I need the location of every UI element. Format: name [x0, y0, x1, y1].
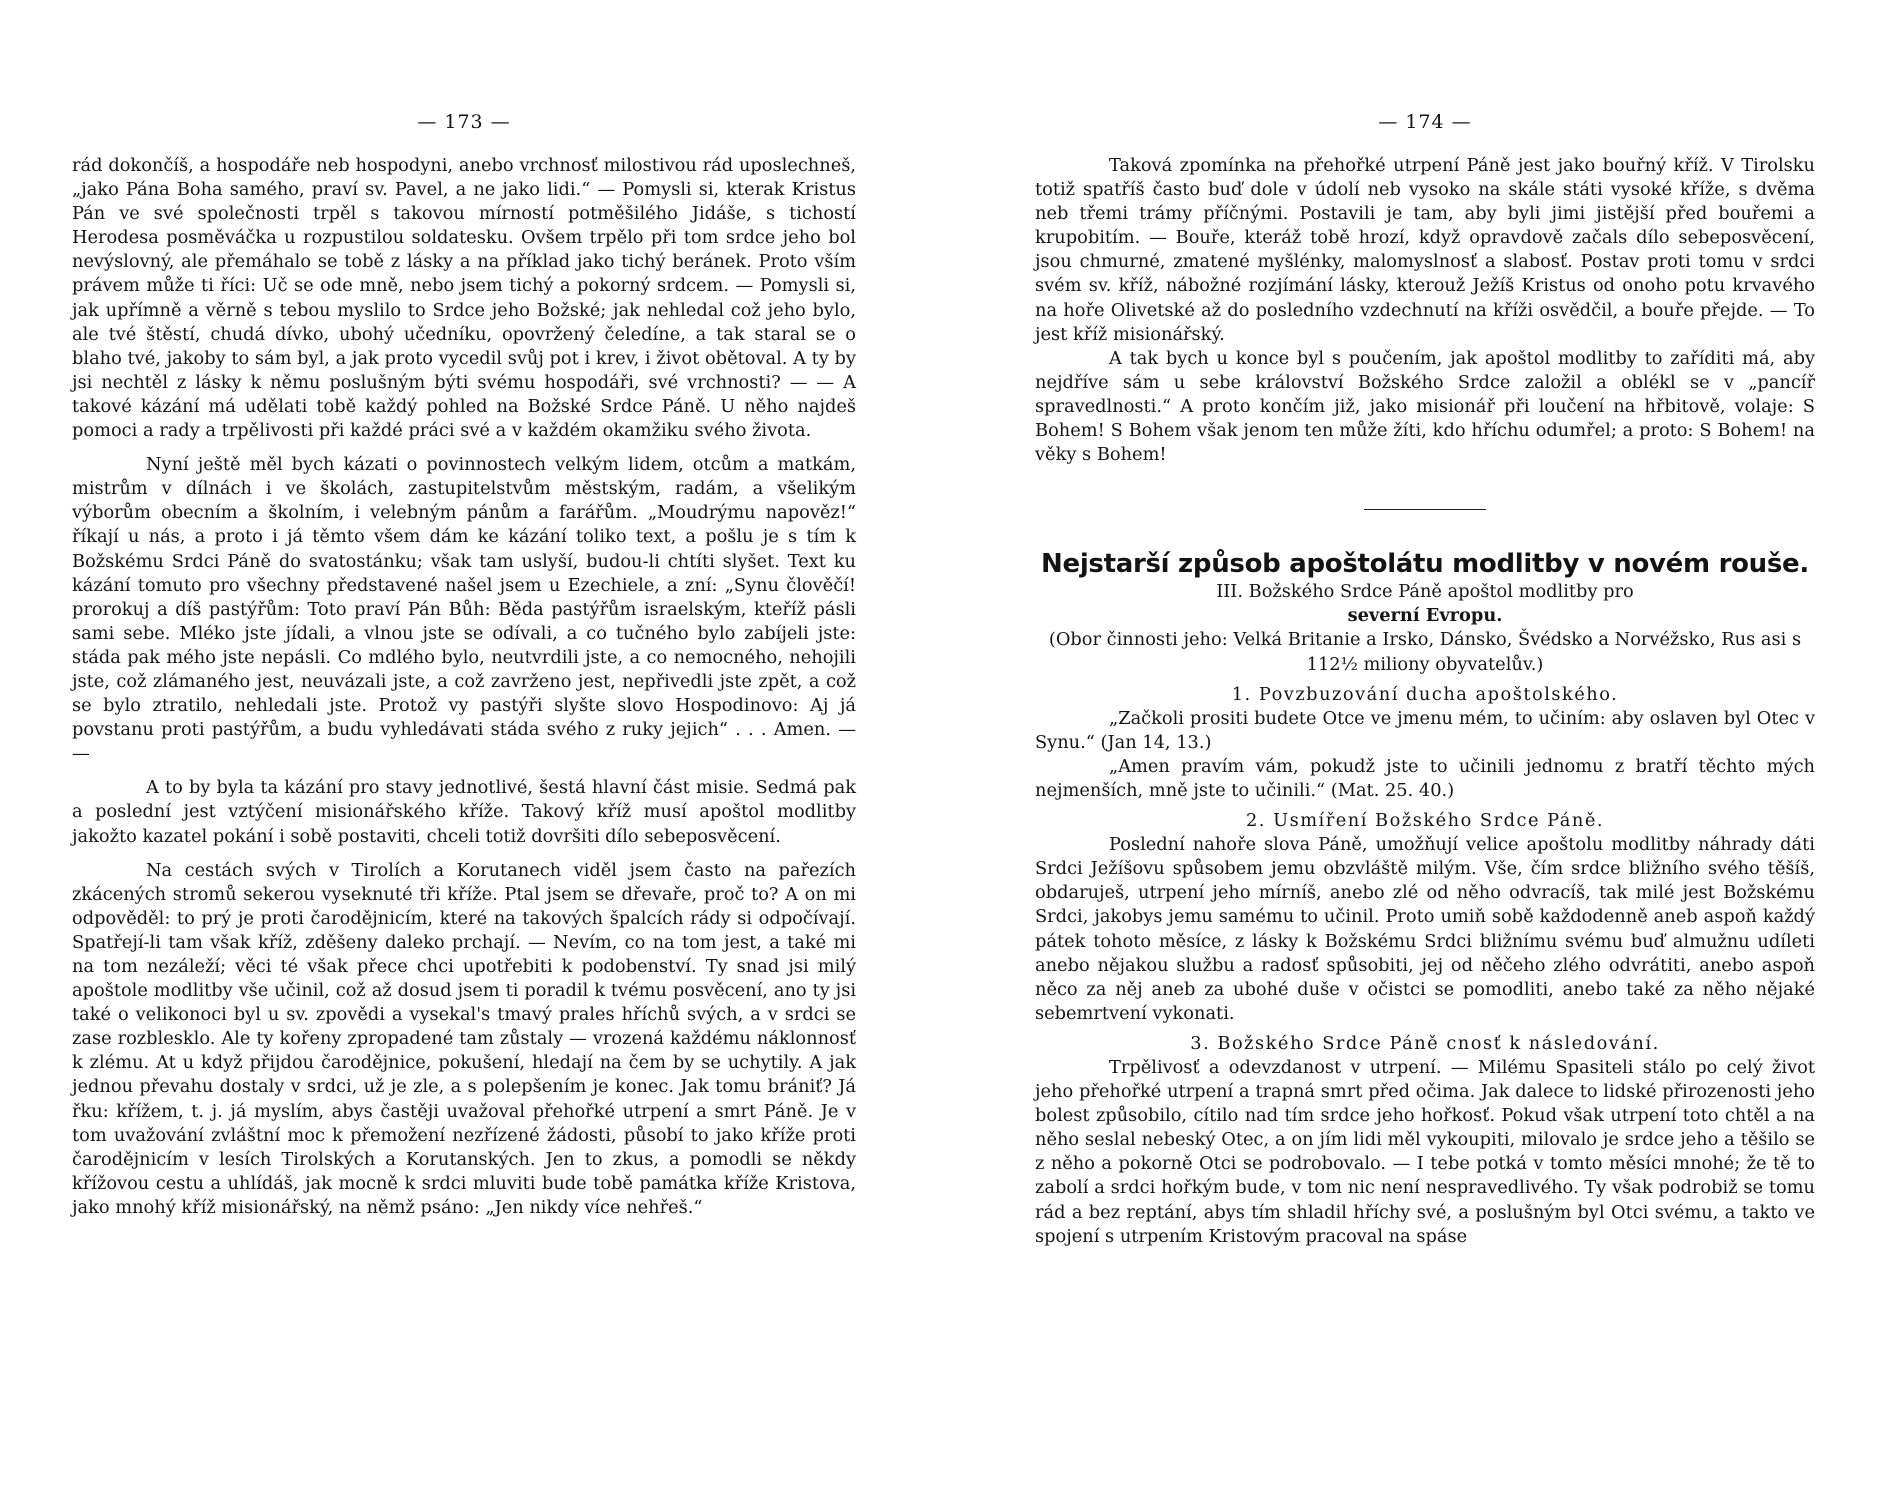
subheading: III. Božského Srdce Páně apoštol modlitby pro [1216, 581, 1634, 603]
section-title-1: 1. Povzbuzování ducha apoštolského. [1231, 683, 1619, 705]
right-page-body [1035, 154, 1815, 1249]
left-page-body [72, 154, 856, 1220]
page-number-174: — 174 — [1378, 111, 1472, 133]
paragraph: A to by byla ta kázání pro stavy jednotlivé, šestá hlavní část misie. Sedmá pak a poslední jest vztýčení misionářského kříže. Takový kříž musí apoštol modlitby jakožto kazatel pokání i sobě postaviti, chceli totiž dovršiti dílo sebeposvěcení. [72, 777, 856, 847]
section-divider [1364, 509, 1486, 510]
paragraph: Na cestách svých v Tirolích a Korutanech viděl jsem často na pařezích zkácených stromů sekerou vyseknuté tři kříže. Ptal jsem se dřevaře, proč to? A on mi odpověděl: to prý je proti čarodějnicím, které na takových špalcích rády si odpočívají. Spatřejí-li tam však kříž, zděšeny daleko prchají. — Nevím, co na tom jest, a také mi na tom nezáleží; věci té však přece chci upotřebiti k podobenství. Ty snad jsi milý apoštole modlitby vše učinil, což až dosud jsem ti poradil k tvému posvěcení, ano ty jsi také o velikonoci byl u sv. zpovědi a vysekal's tmavý prales hříchů svých, a v srdci se zase rozblesklo. Ale ty kořeny zpropadené tam zůstaly — vrozená každému náklonnosť k zlému. At u když přijdou čarodějnice, pokušení, hledají na čem by se uchytily. A jak jednou převahu dostaly v srdci, už je zle, a s polepšením je konec. Jak tomu brániť? Já řku: křížem, t. j. já myslím, abys častěji uvažoval přehořké utrpení a smrt Páně. Je v tom uvažování zvláštní moc k přemožení nezřízené žádosti, působí to jako kříže proti čarodějnicím v lesích Tirolských a Korutanských. Jen to zkus, a pomodli se někdy křížovou cestu a uhlídáš, jak mocně k srdci mluviti bude tobě památka kříže Kristova, jako mnohý kříž misionářský, na němž psáno: „Jen nikdy více nehřeš.“ [72, 859, 856, 1218]
section-title-2: 2. Usmíření Božského Srdce Páně. [1245, 810, 1605, 832]
paragraph: Poslední nahoře slova Páně, umožňují velice apoštolu modlitby náhrady dáti Srdci Ježíšovu spůsobem jemu obzvláště milým. Vše, čím srdce bližního svého těšíš, obdaruješ, utrpení jeho mírníš, anebo zlé od něho odvracíš, tak milé jest Božskému Srdci, jakobys jemu samému to učinil. Proto umiň sobě každodenně aneb aspoň každý pátek tohoto měsíce, z lásky k Božskému Srdci bližnímu svému buď almužnu udíleti anebo nějakou službu a radosť spůsobiti, jej od něčeho zlého odvrátiti, anebo aspoň něco za něj aneb za ubohé duše v očistci se pomodliti, anebo také za něho nějaké sebemrtvení vykonati. [1035, 834, 1815, 1024]
paragraph: Nyní ještě měl bych kázati o povinnostech velkým lidem, otcům a matkám, mistrům v dílnách i ve školách, zastupitelstvům městským, radám, a všelikým výborům obecním a školním, i velebným pánům a farářům. „Moudrýmu napověz!“ říkají u nás, a proto i já těmto všem dám ke kázání toliko text, a pošlu je s tím k Božskému Srdci Páně do svatostánku; však tam uslyší, budou-li chtíti slyšet. Text ku kázání tomuto pro všechny představené našel jsem u Ezechiele, a zní: „Synu člověčí! prorokuj a díš pastýřům: Toto praví Pán Bůh: Běda pastýřům israelským, kteříž pásli sami sebe. Mléko jste jídali, a vlnou jste se odívali, a co tučného bylo zabíjeli jste: stáda pak mého jste nepásli. Co mdlého bylo, neutvrdili jste, a co nemocného, nehojili jste, což zlámaného jest, neuvázali jste, a což zavrženo jest, nepřivedli jste zpět, a což se bylo ztratilo, nehledali jste. Protož vy pastýři slyšte slovo Hospodinovo: Aj já povstanu proti pastýřům, a budu vyhledávati stáda svého z ruky jejich“ . . . Amen. — — [72, 454, 856, 765]
paragraph: rád dokončíš, a hospodáře neb hospodyni, anebo vrchnosť milostivou rád uposlechneš, „jako Pána Boha samého, praví sv. Pavel, a ne jako lidi.“ — Pomysli si, kterak Kristus Pán ve své společnosti trpěl s takovou mírností potměšilého Jidáše, s tichostí Herodesa posměváčka u rozpustilou soldatesku. Ovšem trpělo při tom srdce jeho bol nevýslovný, ale přemáhalo se tobě z lásky a na příklad jako tichý beránek. Proto vším právem může ti říci: Uč se ode mně, nebo jsem tichý a pokorný srdcem. — Pomysli si, jak upřímně a věrně s tebou myslilo to Srdce jeho Božské; jak nehledal což jeho bylo, ale tvé štěstí, chudá dívko, ubohý učedníku, opovržený čeledíne, a tak staral se o blaho tvé, jakoby to sám byl, a jak proto vycedil svůj pot i krev, i život obětoval. A ty by jsi nechtěl z lásky k němu poslušným býti svému hospodáři, své vrchnosti? — — A takové kázání má udělati tobě každý pohled na Božské Srdce Páně. U něho najdeš pomoci a rady a trpělivosti při každé práci své a v každém okamžiku svého života. [72, 155, 856, 442]
paragraph: A tak bych u konce byl s poučením, jak apoštol modlitby to zaříditi má, aby nejdříve sám u sebe království Božského Srdce založil a oblékl se v „pancíř spravedlnosti.“ A proto končím již, jako misionář při loučení na hřbitově, volaje: S Bohem! S Bohem však jenom ten může žíti, kdo hříchu odumřel; a proto: S Bohem! na věky s Bohem! [1035, 347, 1815, 466]
scripture-quote: „Amen pravím vám, pokudž jste to učinili jednomu z bratří těchto mých nejmenších, mně jste to učinili.“ (Mat. 25. 40.) [1035, 755, 1815, 801]
page-number-173: — 173 — [417, 111, 511, 133]
paragraph: Trpělivosť a odevzdanost v utrpení. — Milému Spasiteli stálo po celý život jeho přehořké utrpení a trapná smrt před očima. Jak dalece to lidské přirozenosti jeho bolest způsobilo, cítilo nad tím srdce jeho hořkosť. Pokud však utrpení toto chtěl a na něho seslal nebeský Otec, a on jím lidi měl vykoupiti, milovalo je srdce jeho a těšilo se z něho a pokorně Otci se podrobovalo. — I tebe potká v tomto měsíci mnohé; že tě to zabolí a srdci hořkým bude, v tom nic není nespravedlivého. Ty však podrobiž se tomu rád a bez reptání, abys tím shladil hříchy své, a poslušným byl Otci svému, a takto ve spojení s utrpením Kristovým pracoval na spáse [1035, 1057, 1815, 1247]
scope-note: (Obor činnosti jeho: Velká Britanie a Irsko, Dánsko, Švédsko a Norvéžsko, Rus asi s 112½ miliony obyvatelův.) [1048, 629, 1802, 675]
scripture-quote: „Začkoli prositi budete Otce ve jmenu mém, to učiním: aby oslaven byl Otec v Synu.“ (Jan 14, 13.) [1035, 707, 1815, 753]
section-title-3: 3. Božského Srdce Páně cnosť k následování. [1190, 1032, 1660, 1054]
subheading-region: severní Evropu. [1347, 605, 1503, 627]
paragraph: Taková zpomínka na přehořké utrpení Páně jest jako bouřný kříž. V Tirolsku totiž spatříš často buď dole v údolí neb vysoko na skále státi vysoké kříže, s dvěma neb třemi trámy příčnými. Postavili je tam, aby byli jimi jistější před bouřemi a krupobitím. — Bouře, kteráž tobě hrozí, když opravdově začals dílo sebeposvěcení, jsou chmurné, zmatené myšlénky, malomyslnosť a slabosť. Postav proti tomu v srdci svém sv. kříž, nábožné rozjímání lásky, kterouž Ježíš Kristus od onoho potu krvavého na hoře Olivetské až do posledního vzdechnutí na kříži osvědčil, a bouře přejde. — To jest kříž misionářský. [1035, 155, 1815, 345]
chapter-heading: Nejstarší způsob apoštolátu modlitby v novém rouše. [1041, 549, 1809, 580]
